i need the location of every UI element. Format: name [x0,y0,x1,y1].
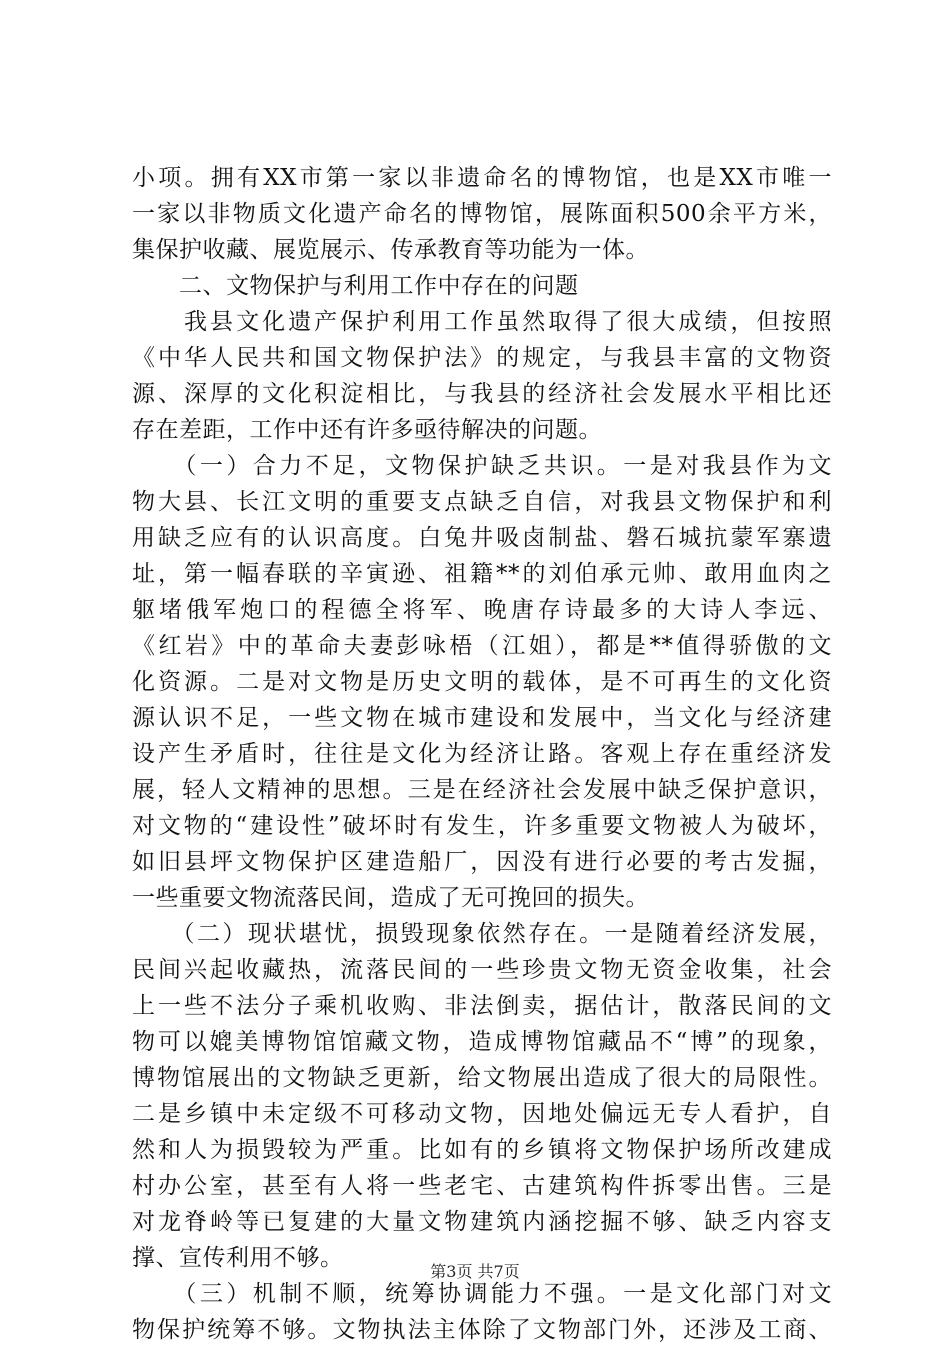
text-line: 如旧县坪文物保护区建造船厂，因没有进行必要的考古发掘， [132,849,832,875]
text-line: 物可以媲美博物馆馆藏文物，造成博物馆藏品不“博”的现象， [132,1029,832,1055]
text-line: 《红岩》中的革命夫妻彭咏梧（江姐），都是**值得骄傲的文 [132,633,832,659]
text-line: 展，轻人文精神的思想。三是在经济社会发展中缺乏保护意识， [132,777,832,803]
text-line: 址，第一幅春联的辛寅逊、祖籍**的刘伯承元帅、敢用血肉之 [132,561,832,587]
text-line: 躯堵俄军炮口的程德全将军、晚唐存诗最多的大诗人李远、 [132,597,832,623]
text-line: 物保护统筹不够。文物执法主体除了文物部门外，还涉及工商、 [132,1317,832,1343]
body-text [132,160,832,1348]
text-line: 设产生矛盾时，往往是文化为经济让路。客观上存在重经济发 [132,741,832,767]
text-line: 对文物的“建设性”破坏时有发生，许多重要文物被人为破坏， [132,813,832,839]
text-line: 二是乡镇中未定级不可移动文物，因地处偏远无专人看护，自 [132,1101,832,1127]
text-line: 化资源。二是对文物是历史文明的载体，是不可再生的文化资 [132,669,832,695]
page-number-footer: 第3页 共7页 [430,1262,520,1281]
text-line: 小项。拥有XX市第一家以非遗命名的博物馆，也是XX市唯一 [132,165,832,191]
text-line: 源、深厚的文化积淀相比，与我县的经济社会发展水平相比还 [132,381,832,407]
text-line: 上一些不法分子乘机收购、非法倒卖，据估计，散落民间的文 [132,993,832,1019]
text-line: 用缺乏应有的认识高度。白兔井吸卤制盐、磐石城抗蒙军寨遗 [132,525,832,551]
text-line: 我县文化遗产保护利用工作虽然取得了很大成绩，但按照 [132,309,832,335]
text-line: 一些重要文物流落民间，造成了无可挽回的损失。 [132,885,649,911]
text-line: 存在差距，工作中还有许多亟待解决的问题。 [132,417,602,443]
section-heading: 二、文物保护与利用工作中存在的问题 [132,273,579,299]
text-line: 撑、宣传利用不够。 [132,1245,344,1271]
text-line: （二）现状堪忧，损毁现象依然存在。一是随着经济发展， [132,921,832,947]
text-line: 民间兴起收藏热，流落民间的一些珍贵文物无资金收集，社会 [132,957,832,983]
text-line: 物大县、长江文明的重要支点缺乏自信，对我县文物保护和利 [132,489,832,515]
text-line: 一家以非物质文化遗产命名的博物馆，展陈面积500余平方米， [132,201,832,227]
text-line: 村办公室，甚至有人将一些老宅、古建筑构件拆零出售。三是 [132,1173,832,1199]
text-line: 然和人为损毁较为严重。比如有的乡镇将文物保护场所改建成 [132,1137,832,1163]
text-line: 《中华人民共和国文物保护法》的规定，与我县丰富的文物资 [132,345,832,371]
text-line: 源认识不足，一些文物在城市建设和发展中，当文化与经济建 [132,705,832,731]
text-line: 博物馆展出的文物缺乏更新，给文物展出造成了很大的局限性。 [132,1065,832,1091]
text-line: 集保护收藏、展览展示、传承教育等功能为一体。 [132,237,649,263]
text-line: （一）合力不足，文物保护缺乏共识。一是对我县作为文 [132,453,832,479]
text-line: （三）机制不顺，统筹协调能力不强。一是文化部门对文 [132,1281,832,1307]
text-line: 对龙脊岭等已复建的大量文物建筑内涵挖掘不够、缺乏内容支 [132,1209,832,1235]
